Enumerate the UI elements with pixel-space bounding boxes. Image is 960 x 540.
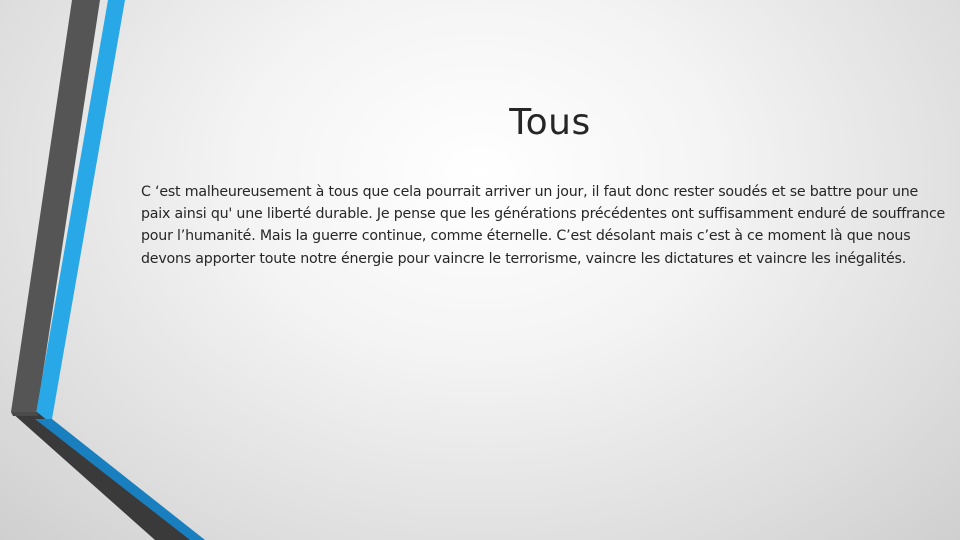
body-paragraph: C ‘est malheureusement à tous que cela pourrait arriver un jour, il faut donc rester soudés et se battre pour une paix ainsi qu' une liberté durable. Je pense que les générations précédentes ont suffisamment enduré de souffrance pour l’humanité. Mais la guerre continue, comme éternelle. C’est désolant mais c’est à ce moment là que nous devons apporter toute notre énergie pour vaincre le terrorisme, vaincre les dictatures et vaincre les inégalités.: [141, 184, 946, 267]
slide-body-text: [141, 181, 949, 270]
slide-title: Tous: [509, 102, 591, 143]
blue-diagonal-stripe: [35, 419, 205, 540]
edge-line: [11, 412, 38, 416]
decorative-side-bars: [0, 0, 260, 540]
